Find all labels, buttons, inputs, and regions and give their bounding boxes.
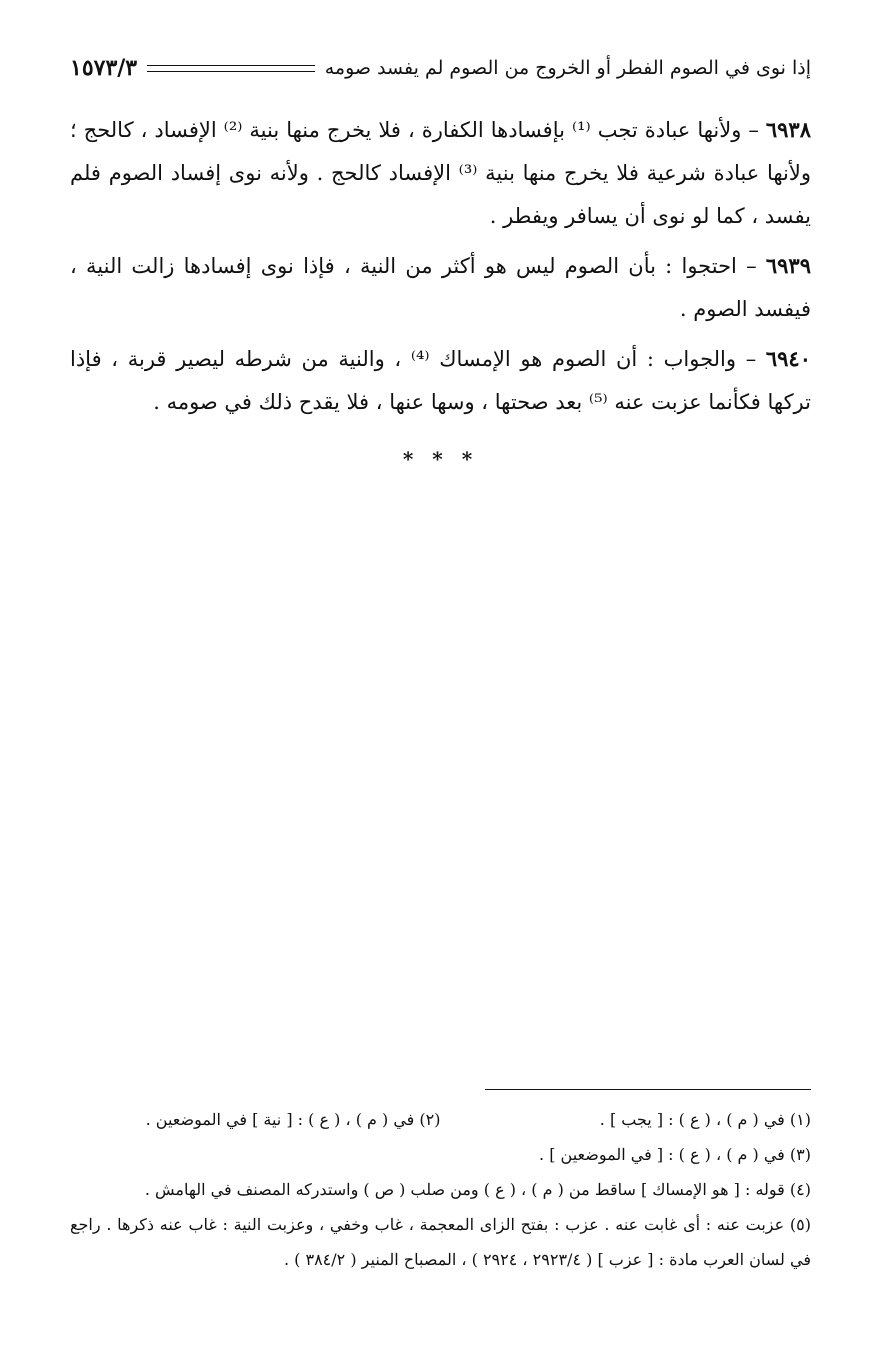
section-separator: * * * (402, 447, 479, 471)
footnote-5: (٥) عزبت عنه : أى غابت عنه . عزب : بفتح الزاى المعجمة ، غاب وخفي ، وعزبت النية : غاب عنه ذكرها . راجع في لسان العرب مادة : [ عزب ] ( ٢٩٢٣/٤ ، ٢٩٢٤ ) ، المصباح المنير ( ٣٨٤/٢ ) . (70, 1215, 811, 1269)
header-rule (147, 65, 315, 72)
paragraph-text: – والجواب : أن الصوم هو الإمساك ⁽⁴⁾ ، والنية من شرطه ليصير قربة ، فإذا تركها فكأنما عزبت عنه ⁽⁵⁾ بعد صحتها ، وسها عنها ، فلا يقدح ذلك في صومه . (70, 347, 811, 414)
paragraph-number: ٦٩٤٠ (765, 346, 811, 371)
paragraph-text: – ولأنها عبادة تجب ⁽¹⁾ بإفسادها الكفارة ، فلا يخرج منها بنية ⁽²⁾ الإفساد ، كالحج ؛ ولأنها عبادة شرعية فلا يخرج منها بنية ⁽³⁾ الإفساد كالحج . ولأنه نوى إفساد الصوم فلم يفسد ، كما لو نوى أن يسافر ويفطر . (70, 118, 811, 228)
paragraph-6940 (70, 337, 811, 424)
page-header (70, 48, 811, 88)
paragraph-6938 (70, 108, 811, 238)
footnote-2: (٢) في ( م ) ، ( ع ) : [ نية ] في الموضعين . (145, 1110, 441, 1129)
running-title: إذا نوى في الصوم الفطر أو الخروج من الصوم لم يفسد صومه (324, 57, 811, 79)
paragraph-number: ٦٩٣٨ (765, 117, 811, 142)
page-number: ١٥٧٣/٣ (70, 55, 138, 81)
footnote-row (70, 1102, 811, 1137)
main-text (70, 108, 811, 481)
footnote-rule (485, 1089, 811, 1090)
paragraph-6939 (70, 244, 811, 331)
footnotes (70, 1102, 811, 1277)
paragraph-number: ٦٩٣٩ (765, 253, 811, 278)
footnote-1: (١) في ( م ) ، ( ع ) : [ يجب ] . (599, 1110, 811, 1129)
footnote-4: (٤) قوله : [ هو الإمساك ] ساقط من ( م ) ، ( ع ) ومن صلب ( ص ) واستدركه المصنف في الهامش . (144, 1180, 811, 1199)
footnote-3: (٣) في ( م ) ، ( ع ) : [ في الموضعين ] . (539, 1145, 811, 1164)
paragraph-text: – احتجوا : بأن الصوم ليس هو أكثر من النية ، فإذا نوى إفسادها زالت النية ، فيفسد الصوم . (70, 254, 811, 321)
